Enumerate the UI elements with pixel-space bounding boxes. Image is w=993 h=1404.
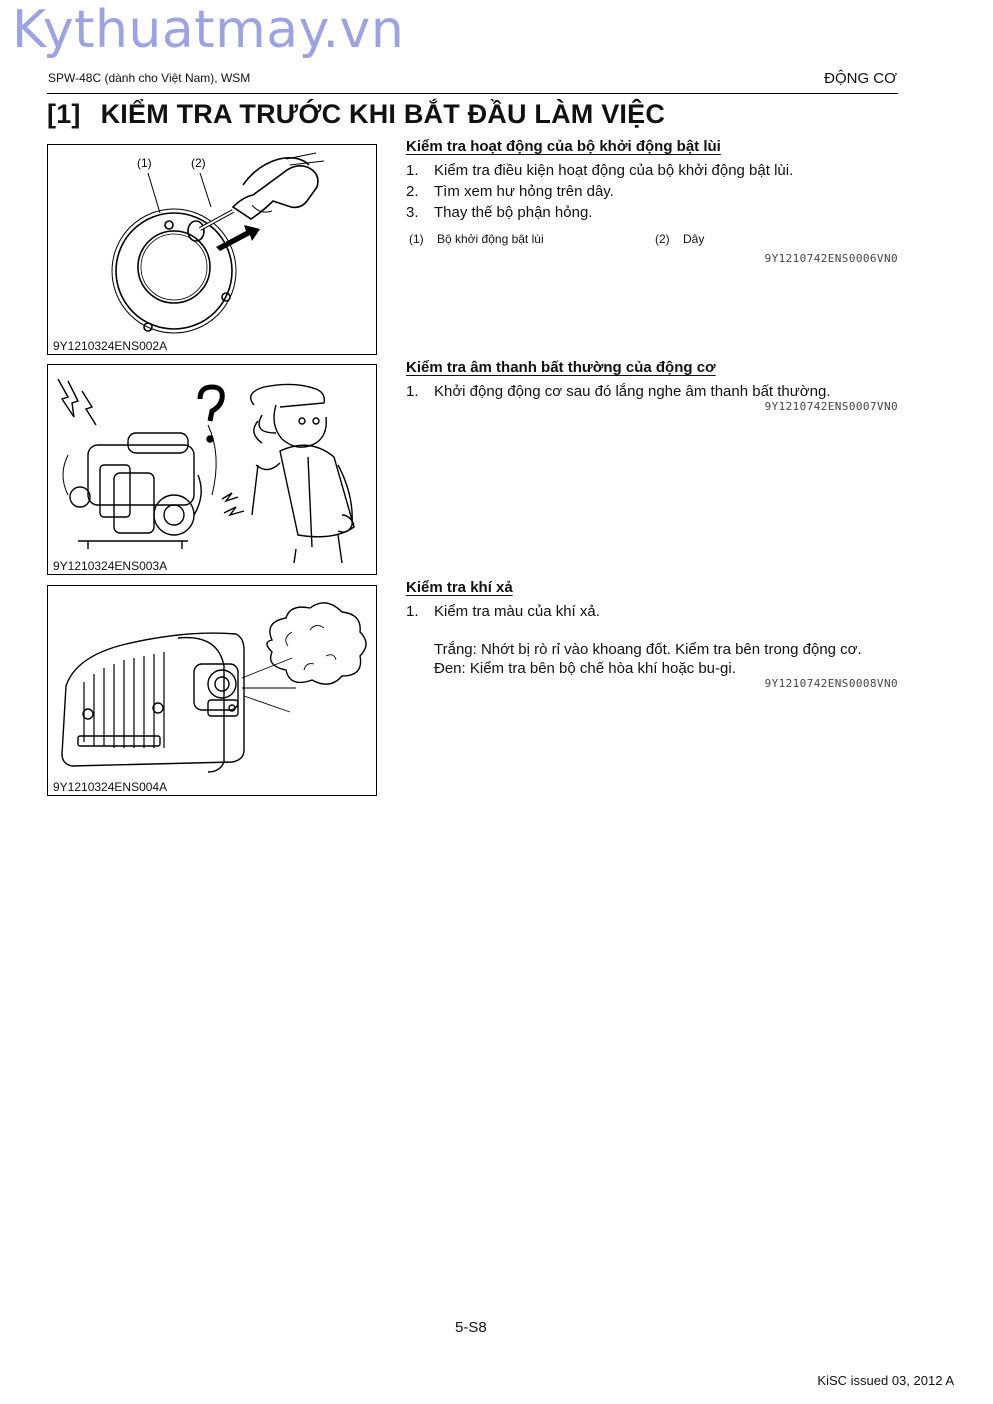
section-title: Kiểm tra âm thanh bất thường của động cơ [406,359,716,376]
footer-issue: KiSC issued 03, 2012 A [817,1373,954,1388]
section-recoil-starter-check [406,138,898,265]
legend-item [406,232,652,246]
section-title: Kiểm tra khí xả [406,579,513,596]
figure-recoil-starter [47,144,377,355]
legend-item [652,232,704,246]
step-text: Kiểm tra điều kiện hoạt động của bộ khởi động bật lùi. [434,162,794,179]
figure-exhaust [47,585,377,796]
step-number: 1. [406,162,419,179]
header-chapter: ĐỘNG CƠ [824,70,897,87]
reference-code: 9Y1210742ENS0006VN0 [764,252,898,265]
note-black-smoke: Đen: Kiểm tra bên bộ chế hòa khí hoặc bu-gi. [434,660,736,677]
recoil-starter-illustration [48,145,378,356]
figure-code: 9Y1210324ENS003A [53,559,168,573]
figure-code: 9Y1210324ENS004A [53,780,168,794]
figure-legend [406,232,898,246]
figure-engine-sound [47,364,377,575]
title-text: KIỂM TRA TRƯỚC KHI BẮT ĐẦU LÀM VIỆC [100,99,666,129]
callout-2: (2) [191,156,206,170]
callout-1: (1) [137,156,152,170]
figure-code: 9Y1210324ENS002A [53,339,168,353]
page-number: 5-S8 [455,1319,487,1336]
step-number: 3. [406,204,419,221]
step-number: 2. [406,183,419,200]
header-divider [47,93,898,94]
exhaust-illustration [48,586,378,797]
legend-value: Bộ khởi động bật lùi [437,232,544,246]
step-number: 1. [406,603,419,620]
page-title [47,99,665,130]
title-number: [1] [47,99,81,129]
step-text: Tìm xem hư hỏng trên dây. [434,183,614,200]
section-engine-sound-check [406,359,898,413]
step-text: Thay thế bộ phận hỏng. [434,204,593,221]
header-manual-name: SPW-48C (dành cho Việt Nam), WSM [48,71,251,85]
step-number: 1. [406,383,419,400]
section-exhaust-check [406,579,898,690]
list-item [406,204,898,221]
legend-key: (1) [409,232,424,246]
watermark-logo: Kythuatmay.vn [12,0,405,60]
list-item [406,603,898,620]
section-title: Kiểm tra hoạt động của bộ khởi động bật lùi [406,138,721,155]
legend-key: (2) [655,232,670,246]
step-text: Kiểm tra màu của khí xả. [434,603,600,620]
engine-sound-illustration [48,365,378,576]
reference-code: 9Y1210742ENS0007VN0 [764,400,898,413]
list-item [406,162,898,179]
step-text: Khởi động động cơ sau đó lắng nghe âm thanh bất thường. [434,383,831,400]
legend-value: Dây [683,232,705,246]
list-item [406,383,898,400]
reference-code: 9Y1210742ENS0008VN0 [764,677,898,690]
list-item [406,183,898,200]
note-white-smoke: Trắng: Nhớt bị rò rỉ vào khoang đốt. Kiểm tra bên trong động cơ. [434,641,862,658]
